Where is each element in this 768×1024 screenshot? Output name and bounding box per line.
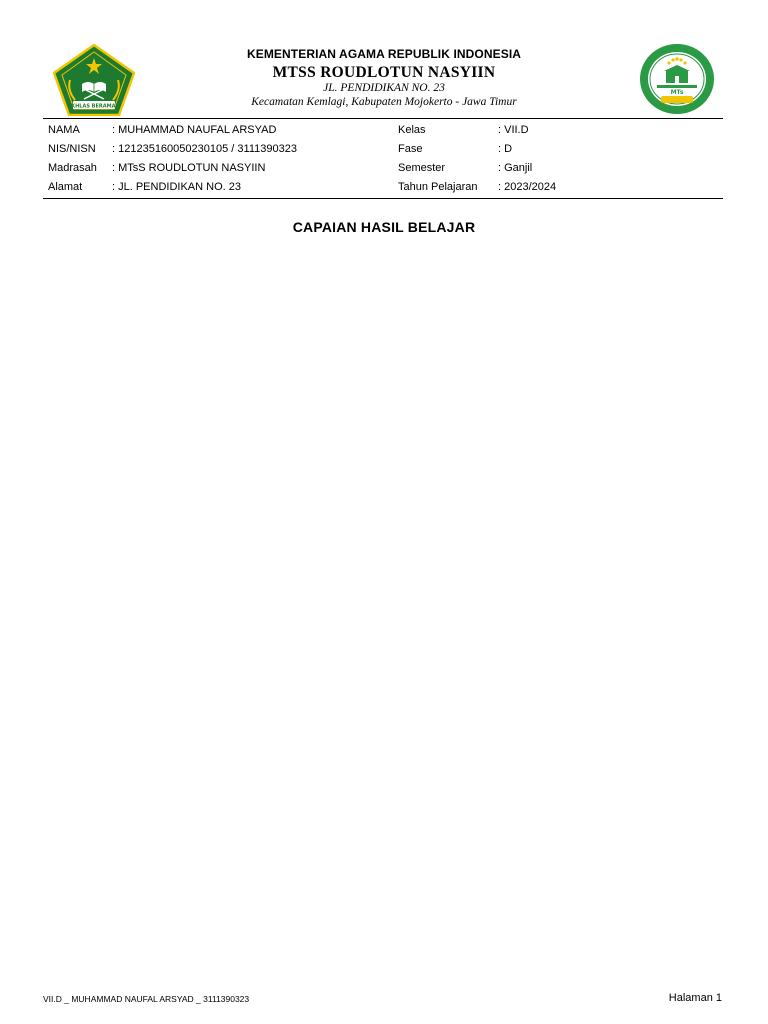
value-tahun-pelajaran: : 2023/2024 <box>498 181 557 193</box>
value-nis: : 121235160050230105 / 3111390323 <box>112 143 297 155</box>
value-madrasah: : MTsS ROUDLOTUN NASYIIN <box>112 162 266 174</box>
label-madrasah: Madrasah <box>48 162 97 174</box>
value-kelas: : VII.D <box>498 124 529 136</box>
school-district: Kecamatan Kemlagi, Kabupaten Mojokerto - Jawa Timur <box>251 96 517 108</box>
label-alamat: Alamat <box>48 181 83 193</box>
bottom-divider <box>43 198 723 199</box>
value-alamat: : JL. PENDIDIKAN NO. 23 <box>112 181 241 193</box>
value-nama: : MUHAMMAD NAUFAL ARSYAD <box>112 124 277 136</box>
school-address: JL. PENDIDIKAN NO. 23 <box>323 82 445 94</box>
label-tahun-pelajaran: Tahun Pelajaran <box>398 181 478 193</box>
footer-identifier: VII.D _ MUHAMMAD NAUFAL ARSYAD _ 3111390323 <box>43 994 250 1004</box>
label-fase: Fase <box>398 143 423 155</box>
value-semester: : Ganjil <box>498 162 533 174</box>
school-name: MTSS ROUDLOTUN NASYIIN <box>272 64 496 81</box>
label-nis: NIS/NISN <box>48 143 96 155</box>
top-divider <box>43 118 723 119</box>
left-logo-text: IKHLAS BERAMAL <box>69 103 119 110</box>
label-semester: Semester <box>398 162 446 174</box>
page-number: Halaman 1 <box>668 992 722 1004</box>
value-fase: : D <box>498 143 513 155</box>
section-title: CAPAIAN HASIL BELAJAR <box>292 219 476 235</box>
label-nama: NAMA <box>48 124 80 136</box>
right-logo-text: MTs <box>670 89 684 96</box>
label-kelas: Kelas <box>398 124 426 136</box>
ministry-name: KEMENTERIAN AGAMA REPUBLIK INDONESIA <box>246 47 522 61</box>
